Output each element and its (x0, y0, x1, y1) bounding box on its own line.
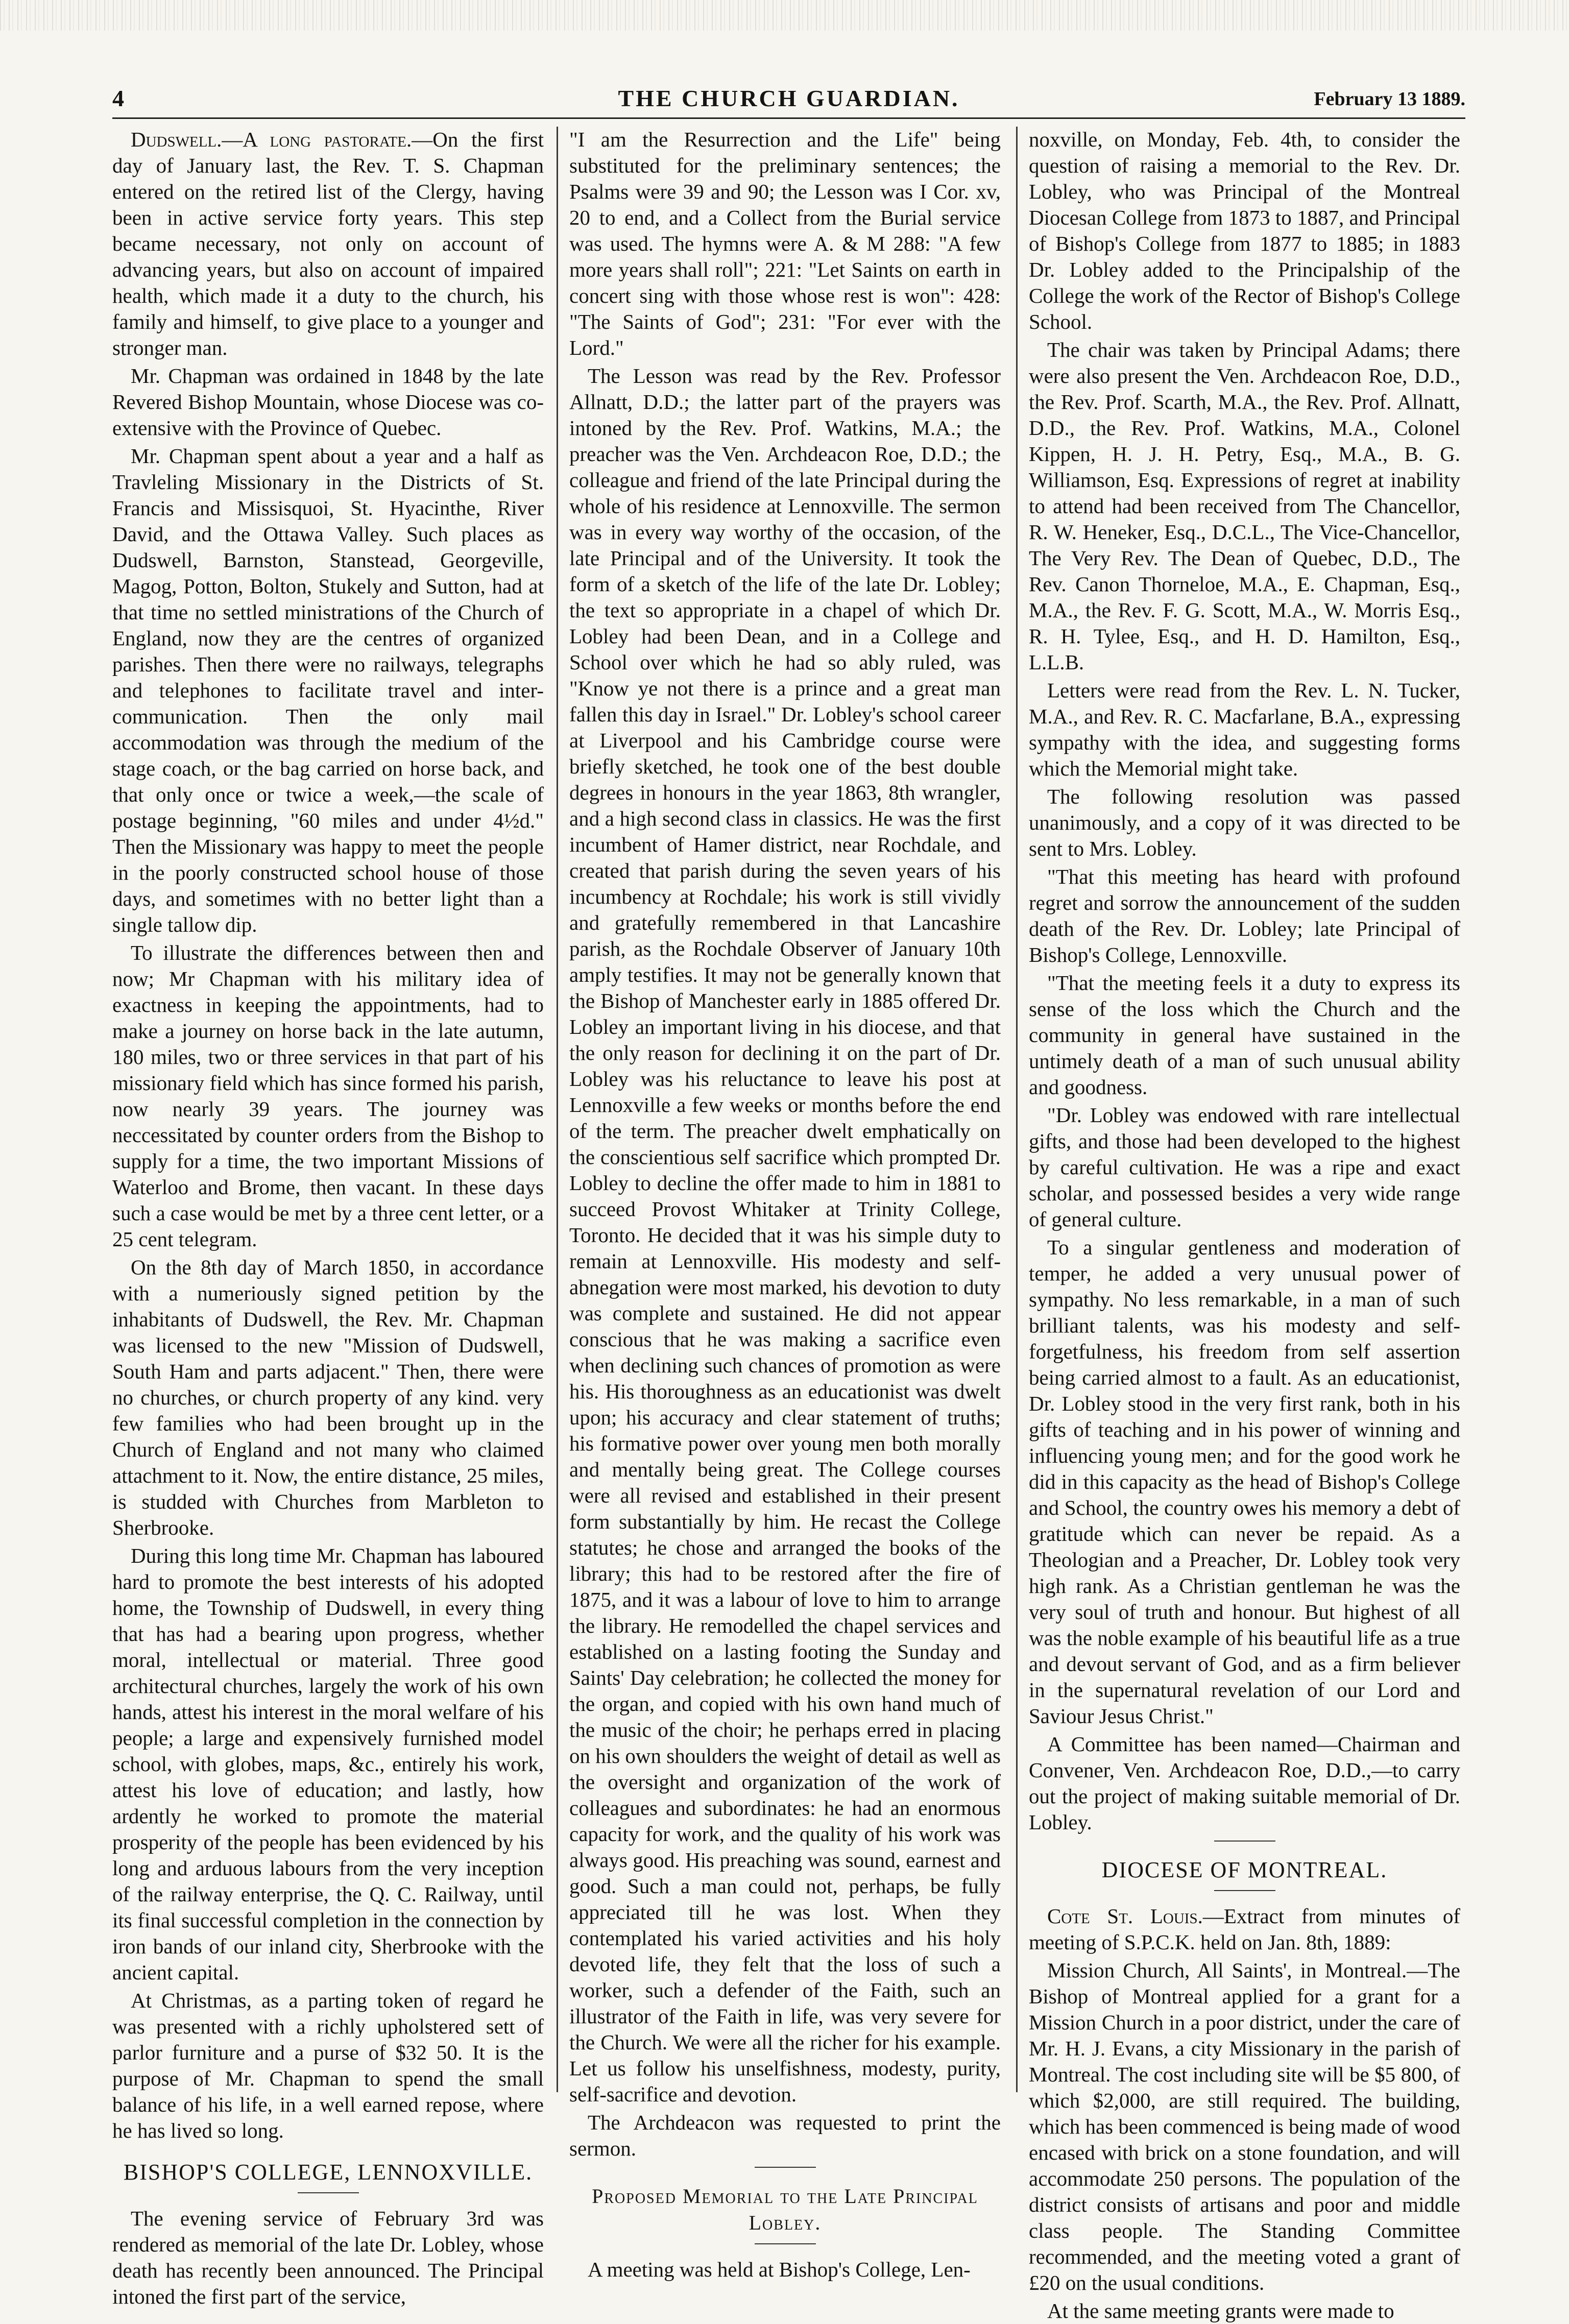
scan-noise-strip (0, 0, 1569, 31)
article-lead: Dudswell.—A long pastorate. (131, 128, 412, 151)
column-1 (112, 127, 544, 2308)
article-paragraph: A meeting was held at Bishop's College, Len- (588, 2258, 971, 2281)
column-divider (557, 127, 558, 2092)
article-paragraph: "I am the Resurrection and the Life" being substituted for the preliminary sentences; the Psalms were 39 and 90; the Lesson was I Cor. xv, 20 to end, and a Collect from the Burial service was used. The hymns were A. & M 288: "A few more years shall roll"; 221: "Let Saints on earth in concert sing with those whose rest is won": 428: "The Saints of God"; 231: "For ever with the Lord." (569, 128, 1001, 359)
article-paragraph: Letters were read from the Rev. L. N. Tucker, M.A., and Rev. R. C. Macfarlane, B.A., expressing sympathy with the idea, and suggesting forms which the Memorial might take. (1029, 679, 1460, 780)
article-paragraph: The chair was taken by Principal Adams; there were also present the Ven. Archdeacon Roe, D.D., the Rev. Prof. Scarth, M.A., the Rev. Prof. Allnatt, D.D., the Rev. Prof. Watkins, M.A., Colonel Kippen, H. J. H. Petry, Esq., M.A., B. G. Williamson, Esq. Expressions of regret at inability to attend had been received from The Chancellor, R. W. Heneker, Esq., D.C.L., The Vice-Chancellor, The Very Rev. The Dean of Quebec, D.D., The Rev. Canon Thorneloe, M.A., E. Chapman, Esq., M.A., the Rev. F. G. Scott, M.A., W. Morris Esq., R. H. Tylee, Esq., and H. D. Hamilton, Esq., L.L.B. (1029, 338, 1460, 674)
article-paragraph: At the same meeting grants were made to (1047, 2299, 1394, 2322)
article-lead: Cote St. Louis. (1047, 1904, 1203, 1928)
article-paragraph: noxville, on Monday, Feb. 4th, to consider the question of raising a memorial to the Rev. Dr. Lobley, who was Principal of the Montreal Diocesan College from 1873 to 1887, and Principal of Bishop's College from 1877 to 1885; in 1883 Dr. Lobley added to the Principalship of the College the work of the Rector of Bishop's College School. (1029, 128, 1460, 333)
section-heading: Proposed Memorial to the Late Principal Lobley. (592, 2185, 978, 2234)
column-divider (1016, 127, 1018, 2092)
section-heading: BISHOP'S COLLEGE, LENNOXVILLE. (123, 2160, 533, 2185)
article-paragraph: A Committee has been named—Chairman and Convener, Ven. Archdeacon Roe, D.D.,—to carry out the project of making suitable memorial of Dr. Lobley. (1029, 1732, 1460, 1834)
article-paragraph: Mr. Chapman spent about a year and a half as Travleling Missionary in the Districts of St. Francis and Missisquoi, St. Hyacinthe, River David, and the Ottawa Valley. Such places as Dudswell, Barnston, Stanstead, Georgeville, Magog, Potton, Bolton, Stukely and Sutton, had at that time no settled ministrations of the Church of England, now they are the centres of organized parishes. Then there were no railways, telegraphs and telephones to facilitate travel and inter-communication. Then the only mail accommodation was through the medium of the stage coach, or the bag carried on horse back, and that only once or twice a week,—the scale of postage beginning, "60 miles and under 4½d." Then the Missionary was happy to meet the people in the poorly constructed school house of those days, and sometimes with no better light than a single tallow dip. (112, 444, 544, 936)
issue-date: February 13 1889. (1314, 88, 1465, 110)
article-paragraph: "That the meeting feels it a duty to express its sense of the loss which the Church and the community in general have sustained in the untimely death of a man of such unusual ability and goodness. (1029, 971, 1460, 1099)
article-paragraph: Mr. Chapman was ordained in 1848 by the late Revered Bishop Mountain, whose Diocese was co-extensive with the Province of Quebec. (112, 364, 544, 440)
article-paragraph: The Lesson was read by the Rev. Professor Allnatt, D.D.; the latter part of the prayers was intoned by the Rev. Prof. Watkins, M.A.; the preacher was the Ven. Archdeacon Roe, D.D.; the colleague and friend of the late Principal during the whole of his residence at Lennoxville. The sermon was in every way worthy of the occasion, of the late Principal and of the University. It took the form of a sketch of the life of the late Dr. Lobley; the text so appropriate in a chapel of which Dr. Lobley had been Dean, and in a College and School over which he had so ably ruled, was "Know ye not there is a prince and a great man fallen this day in Israel." Dr. Lobley's school career at Liverpool and his Cambridge course were briefly sketched, he took one of the best double degrees in honours in the year 1863, 8th wrangler, and a high second class in classics. He was the first incumbent of Hamer district, near Rochdale, and created that parish during the seven years of his incumbency at Rochdale; his work is still vividly and gratefully remembered in that Lancashire parish, as the Rochdale Observer of January 10th amply testifies. It may not be generally known that the Bishop of Manchester early in 1885 offered Dr. Lobley an important living in his diocese, and that the only reason for declining it on the part of Dr. Lobley was his reluctance to leave his post at Lennoxville a few weeks or months before the end of the term. The preacher dwelt emphatically on the conscientious self sacrifice which prompted Dr. Lobley to decline the offer made to him in 1881 to succeed Provost Whitaker at Trinity College, Toronto. He decided that it was his simple duty to remain at Lennoxville. His modesty and self-abnegation were most marked, his devotion to duty was complete and sustained. He did not appear conscious that he was making a sacrifice even when declining such chances of promotion as were his. His thoroughness as an educationist was dwelt upon; his accuracy and clear statement of truths; his formative power over young men both morally and mentally being great. The College courses were all revised and established in their present form substantially by him. He recast the College statutes; he chose and arranged the books of the library; this had to be restored after the fire of 1875, and it was a labour of love to him to arrange the library. He remodelled the chapel services and established on a lasting footing the Sunday and Saints' Day celebration; he collected the money for the organ, and copied with his own hand much of the music of the choir; he perhaps erred in placing on his own shoulders the weight of detail as well as the oversight and organization of the work of colleagues and subordinates: he had an enormous capacity for work, and the quality of his work was always good. His preaching was sound, earnest and good. Such a man could not, perhaps, be fully appreciated till he was lost. When they contemplated his varied activities and his holy devoted life, they felt that the loss of such a worker, such a defender of the Faith, such an illustrator of the Faith in life, was very severe for the Church. We were all the richer for his example. Let us follow his unselfishness, modesty, purity, self-sacrifice and devotion. (569, 364, 1001, 2106)
article-paragraph: During this long time Mr. Chapman has laboured hard to promote the best interests of his adopted home, the Township of Dudswell, in every thing that has had a bearing upon progress, whether moral, intellectual or material. Three good architectural churches, largely the work of his own hands, attest his interest in the moral welfare of his people; a large and expensively furnished model school, with globes, maps, &c., entirely his work, attest his love of education; and lastly, how ardently he worked to promote the material prosperity of the people has been evidenced by his long and arduous labours from the very inception of the railway enterprise, the Q. C. Railway, until its final successful completion in the connection by iron bands of our inland city, Sherbrooke with the ancient capital. (112, 1544, 544, 1984)
article-paragraph: Mission Church, All Saints', in Montreal.—The Bishop of Montreal applied for a grant for a Mission Church in a poor district, under the care of Mr. H. J. Evans, a city Missionary in the parish of Montreal. The cost including site will be $5 800, of which $2,000, are still required. The building, which has been commenced is being made of wood encased with brick on a stone foundation, and will accommodate 250 persons. The population of the district consists of artisans and poor and middle class people. The Standing Committee recommended, and the meeting voted a grant of £20 on the usual conditions. (1029, 1958, 1460, 2294)
heading-rule (298, 2192, 359, 2193)
article-paragraph: On the 8th day of March 1850, in accordance with a numeriously signed petition by the inhabitants of Dudswell, the Rev. Mr. Chapman was licensed to the new "Mission of Dudswell, South Ham and parts adjacent." Then, there were no churches, or church property of any kind. very few families who had been brought up in the Church of England and not many who claimed attachment to it. Now, the entire distance, 25 miles, is studded with Churches from Marbleton to Sherbrooke. (112, 1255, 544, 1539)
article-paragraph (1029, 1903, 1460, 1955)
article-paragraph: "That this meeting has heard with profound regret and sorrow the announcement of the sudden death of the Rev. Dr. Lobley; late Principal of Bishop's College, Lennoxville. (1029, 865, 1460, 966)
masthead (112, 82, 1465, 119)
heading-rule (1214, 1841, 1275, 1842)
heading-rule (1214, 1890, 1275, 1891)
article-paragraph: "Dr. Lobley was endowed with rare intellectual gifts, and those had been developed to the highest by careful cultivation. He was a ripe and exact scholar, and possessed besides a very wide range of general culture. (1029, 1103, 1460, 1231)
heading-rule (755, 2167, 816, 2168)
page-number: 4 (112, 85, 124, 111)
paragraph-text: —On the first day of January last, the Rev. T. S. Chapman entered on the retired list of the Clergy, having been in active service forty years. This step became necessary, not only on account of advancing years, but also on account of impaired health, which made it a duty to the church, his family and himself, to give place to a younger and stronger man. (112, 128, 544, 359)
article-paragraph: At Christmas, as a parting token of regard he was presented with a richly upholstered sett of parlor furniture and a purse of $32 50. It is the purpose of Mr. Chapman to spend the small balance of his life, in a well earned repose, where he has lived so long. (112, 1989, 544, 2142)
article-paragraph: The evening service of February 3rd was rendered as memorial of the late Dr. Lobley, whose death has recently been announced. The Principal intoned the first part of the service, (112, 2207, 544, 2308)
article-paragraph: The following resolution was passed unanimously, and a copy of it was directed to be sent to Mrs. Lobley. (1029, 785, 1460, 860)
article-paragraph (112, 127, 544, 361)
article-paragraph: To illustrate the differences between then and now; Mr Chapman with his military idea of exactness in keeping the appointments, had to make a journey on horse back in the late autumn, 180 miles, two or three services in that part of his missionary field which has since formed his parish, now nearly 39 years. The journey was neccessitated by counter orders from the Bishop to supply for a time, the two important Missions of Waterloo and Brome, then vacant. In these days such a case would be met by a three cent letter, or a 25 cent telegram. (112, 941, 544, 1251)
article-paragraph: To a singular gentleness and moderation of temper, he added a very unusual power of sympathy. No less remarkable, in a man of such brilliant talents, was his modesty and self-forgetfulness, his freedom from self assertion being carried almost to a fault. As an educationist, Dr. Lobley stood in the very first rank, both in his gifts of teaching and in his power of winning and influencing young men; and for the good work he did in this capacity as the head of Bishop's College and School, the country owes his memory a debt of gratitude which can never be repaid. As a Theologian and a Preacher, Dr. Lobley took very high rank. As a Christian gentleman he was the very soul of truth and honour. But highest of all was the noble example of his beautiful life as a true and devout servant of God, and as a firm believer in the supernatural revelation of our Lord and Saviour Jesus Christ." (1029, 1236, 1460, 1728)
heading-rule (755, 2243, 816, 2244)
column-3 (1029, 127, 1461, 2322)
article-paragraph: The Archdeacon was requested to print the sermon. (569, 2111, 1001, 2160)
paragraph-text: —Extract from minutes of meeting of S.P.C.K. held on Jan. 8th, 1889: (1029, 1904, 1461, 1954)
section-heading: DIOCESE OF MONTREAL. (1101, 1857, 1388, 1882)
newspaper-title: THE CHURCH GUARDIAN. (618, 85, 960, 111)
column-2 (569, 127, 1001, 2281)
